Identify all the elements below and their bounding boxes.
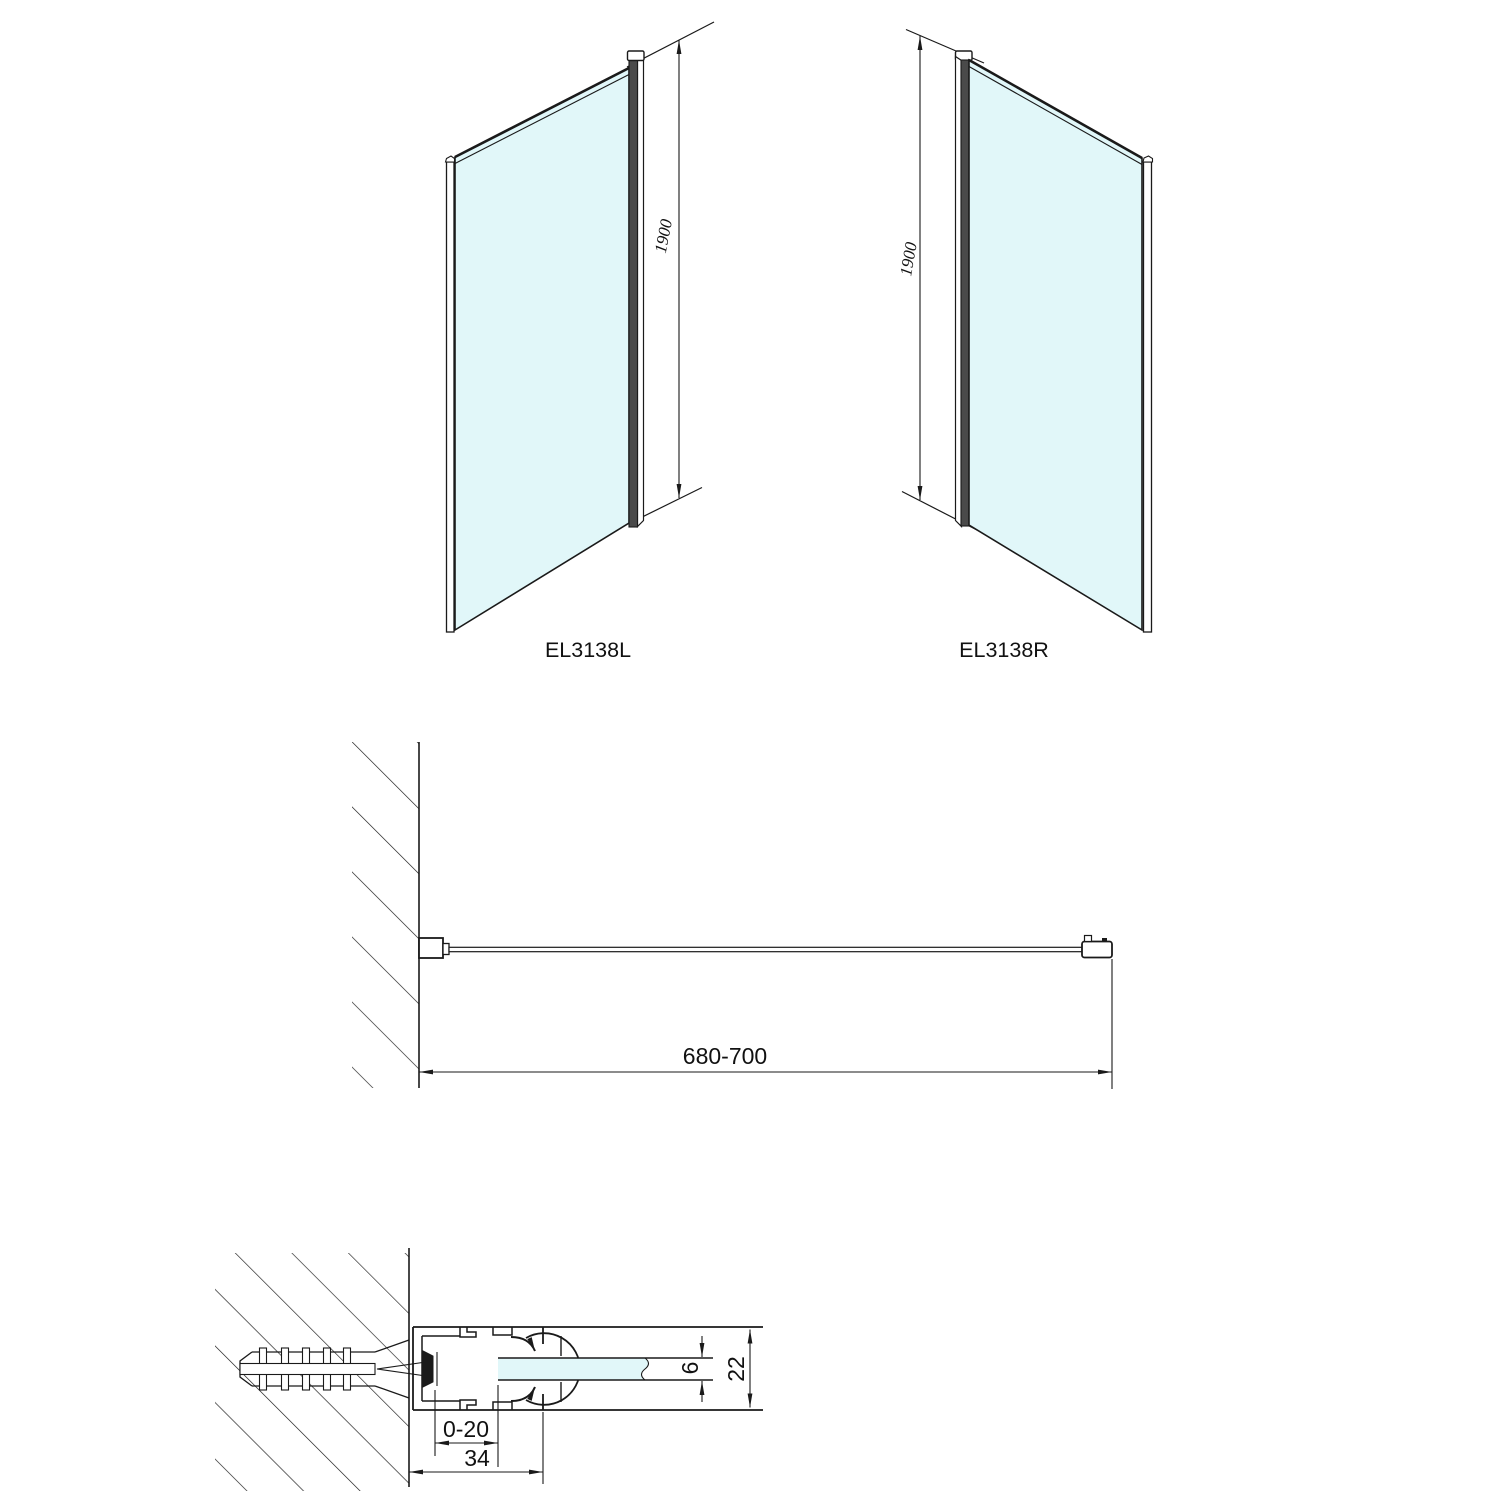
plug-shaft-band [240, 1364, 375, 1375]
end-profile-cap [1082, 942, 1112, 958]
glass-thickness-label: 6 [677, 1361, 703, 1375]
end-profile-notch [1085, 936, 1092, 942]
width-dimension-label: 680-700 [682, 1043, 768, 1069]
wall-hatching [352, 742, 419, 1088]
end-profile-tick [1102, 938, 1107, 942]
model-label-right: EL3138R [959, 638, 1049, 662]
glass-plan-line [449, 947, 1082, 951]
glass-pane [969, 60, 1142, 630]
clamp-jaw-arrow-top [511, 1337, 535, 1351]
wall-profile-bar [1144, 162, 1152, 632]
bracket-nub [443, 944, 449, 955]
plan-view [352, 742, 1112, 1089]
profile-depth-label: 22 [723, 1356, 749, 1382]
height-dimension-label: 1900 [650, 217, 677, 255]
model-label-left: EL3138L [544, 638, 632, 662]
section-detail-view [215, 1248, 763, 1491]
wall-profile-cap [446, 156, 455, 162]
profile-width-label: 34 [464, 1445, 490, 1471]
screw-head [423, 1351, 433, 1387]
panel-right-view [896, 30, 1152, 663]
stile-top-cap [628, 51, 645, 61]
stile-side-face [638, 57, 644, 527]
height-dimension-label: 1900 [896, 240, 921, 278]
wall-bracket [419, 938, 443, 958]
glass-pane [455, 68, 629, 630]
stile-front-face [629, 60, 638, 527]
stile-front-face [961, 60, 969, 526]
offset-dimension-label: 0-20 [442, 1416, 490, 1442]
clamp-jaw-arrow-bottom [511, 1387, 535, 1401]
panel-left-view [446, 22, 715, 662]
glass-fill [498, 1358, 649, 1380]
wall-profile-cap [1143, 156, 1153, 162]
wall-profile-bar [447, 162, 455, 632]
